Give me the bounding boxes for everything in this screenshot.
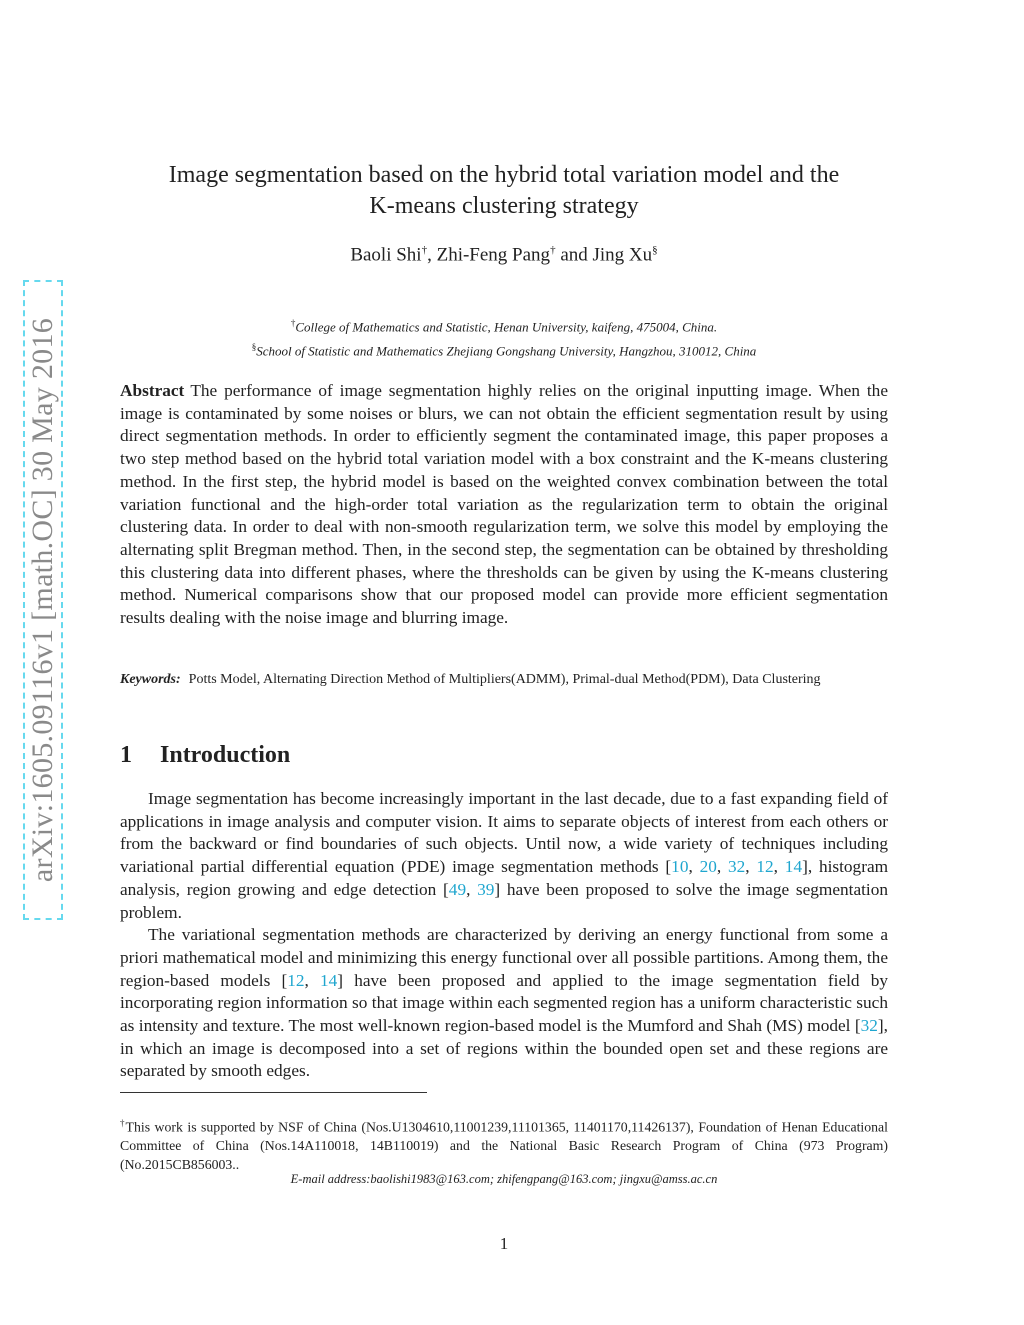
email-addresses[interactable]: E-mail address:baolishi1983@163.com; zhifengpang@163.com; jingxu@amss.ac.cn (290, 1172, 718, 1186)
keywords (120, 669, 888, 691)
paragraph-text: The variational segmentation methods are characterized by deriving an energy functional from some a priori mathematical model and minimizing this energy functional over all possible partitions. Among them, the region-based models [ (120, 925, 888, 990)
citation-link[interactable]: 20 (699, 857, 717, 877)
affiliation-mark: † (290, 318, 296, 328)
paragraph-text: ] have been proposed to solve the image segmentation problem. (120, 879, 889, 922)
intro-paragraph-2 (120, 924, 888, 1083)
title-line-2: K-means clustering strategy (369, 193, 639, 219)
page-number: 1 (499, 1234, 509, 1253)
section-title: Introduction (160, 742, 291, 768)
author-separator: , (427, 244, 437, 266)
affiliation-text: College of Mathematics and Statistic, Henan University, kaifeng, 475004, China. (295, 319, 718, 335)
citation-link[interactable]: 14 (320, 970, 338, 990)
title-line-1: Image segmentation based on the hybrid total variation model and the (168, 162, 840, 188)
abstract-text: The performance of image segmentation highly relies on the original inputting image. When the image is contaminated by some noises or blurs, we can not obtain the efficient segmentation result by using direct segmentation methods. In order to efficiently segment the contaminated image, this paper proposes a two step method based on the hybrid total variation model with a box constraint and the K-means clustering method. In the first step, the hybrid model is based on the weighted convex combination between the total variation functional and the high-order total variation as the regularization term to obtain the original clustering data. In order to deal with non-smooth regularization term, we solve this model by employing the alternating split Bregman method. Then, in the second step, the segmentation can be obtained by thresholding this clustering data into different phases, where the thresholds can be given by using the K-means clustering method. Numerical comparisons show that our proposed model can provide more efficient segmentation results dealing with the noise image and blurring image. (120, 381, 888, 628)
citation-separator: , (688, 857, 700, 877)
section-heading (120, 742, 290, 769)
paragraph-text: ], histogram analysis, region growing and edge detection [ (120, 857, 889, 899)
citation-link[interactable]: 32 (860, 1016, 878, 1036)
citation-link[interactable]: 10 (671, 857, 689, 877)
citation-link[interactable]: 12 (287, 970, 305, 990)
paragraph-text: Image segmentation has become increasingly important in the last decade, due to a fast expanding field of applications in image analysis and computer vision. It aims to separate objects of interest from each others or from the backward or find boundaries of such objects. Until now, a wide variety of techniques including variational partial differential equation (PDE) image segmentation methods [ (120, 789, 888, 877)
paragraph-text: ] have been proposed and applied to the image segmentation field by incorporating region information so that image within each segmented region has a uniform characteristic such as intensity and texture. The most well-known region-based model is the Mumford and Shah (MS) model [ (120, 970, 888, 1036)
arxiv-identifier[interactable]: arXiv:1605.09116v1 [math.OC] 30 May 2016 (26, 317, 59, 883)
author-list (120, 244, 888, 266)
footnote (120, 1114, 888, 1174)
citation-separator: , (466, 879, 478, 899)
paragraph-text: ], in which an image is decomposed into a set of regions within the bounded open set and these regions are separated by smooth edges. (120, 1016, 888, 1081)
author-separator: and (555, 244, 593, 266)
section-number: 1 (120, 742, 132, 768)
paper-title (120, 160, 888, 222)
intro-paragraph-1 (120, 788, 888, 924)
affiliation-mark: † (550, 244, 556, 256)
footnote-mark: † (120, 1118, 126, 1128)
arxiv-stamp (23, 280, 63, 920)
citation-separator: , (716, 857, 728, 877)
author-name: Baoli Shi (350, 244, 422, 266)
affiliation-mark: † (421, 244, 428, 256)
keywords-label: Keywords: (120, 672, 181, 687)
citation-separator: , (304, 970, 320, 990)
affiliation-mark: § (251, 342, 257, 352)
abstract (120, 380, 888, 630)
citation-link[interactable]: 14 (784, 857, 803, 877)
affiliation-mark: § (652, 244, 658, 256)
citation-link[interactable]: 39 (477, 879, 495, 899)
abstract-label: Abstract (120, 381, 185, 400)
citation-separator: , (773, 857, 785, 877)
keywords-text: Potts Model, Alternating Direction Method of Multipliers(ADMM), Primal-dual Method(PDM), Data Clustering (188, 672, 821, 687)
citation-link[interactable]: 32 (727, 857, 746, 877)
author-name: Jing Xu (592, 244, 653, 266)
author-name: Zhi-Feng Pang (436, 244, 551, 266)
citation-separator: , (745, 857, 757, 877)
affiliation-1 (120, 318, 888, 335)
footnote-divider (120, 1092, 427, 1093)
footnote-text: This work is supported by NSF of China (Nos.U1304610,11001239,11101365, 11401170,11426137), Foundation of Henan Educational Committee of China (Nos.14A110018, 14B110019) and the National Basic Research Program of China (973 Program)(No.2015CB856003.. (120, 1119, 889, 1172)
citation-link[interactable]: 12 (756, 857, 774, 877)
citation-link[interactable]: 49 (448, 879, 467, 899)
affiliation-text: School of Statistic and Mathematics Zhejiang Gongshang University, Hangzhou, 310012, China (256, 343, 757, 359)
affiliation-2 (120, 342, 888, 359)
introduction-body (120, 788, 888, 1083)
